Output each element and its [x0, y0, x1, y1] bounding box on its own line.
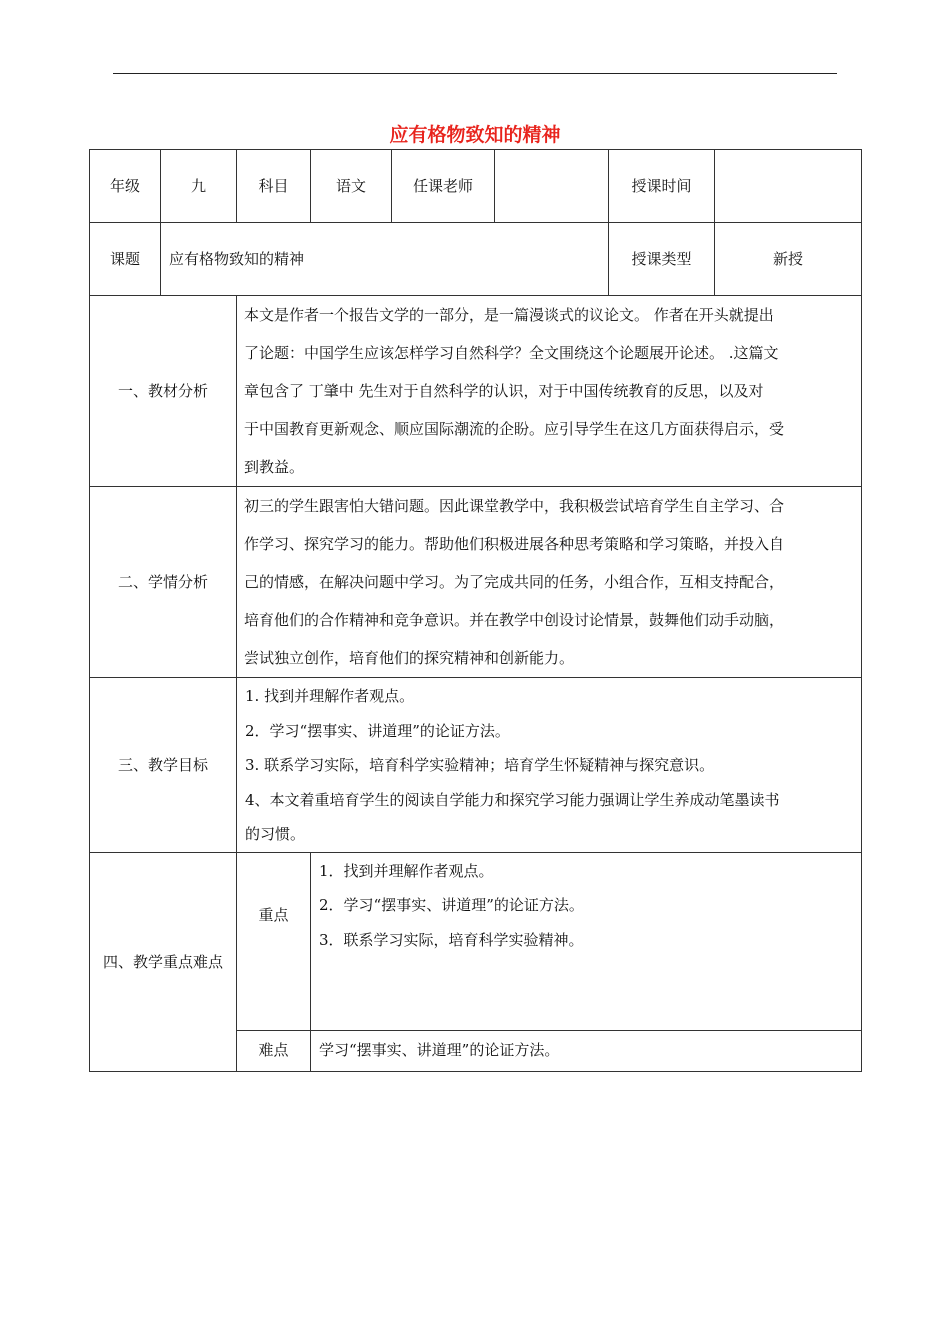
- lesson-plan-table: [89, 149, 862, 1072]
- textbook-analysis-line: 了论题：中国学生应该怎样学习自然科学？全文围绕这个论题展开论述。 .这篇文: [244, 344, 779, 362]
- focus-item: 2．学习“摆事实、讲道理”的论证方法。: [319, 896, 584, 914]
- student-analysis-content: [237, 487, 862, 678]
- student-analysis-line: 尝试独立创作，培育他们的探究精神和创新能力。: [244, 649, 575, 667]
- topic-value: 应有格物致知的精神: [161, 223, 609, 296]
- teacher-value: [495, 150, 609, 223]
- focus-content: [311, 852, 862, 1030]
- teacher-label: 任课老师: [392, 150, 495, 223]
- teaching-goals-content: [237, 678, 862, 853]
- grade-label: 年级: [90, 150, 161, 223]
- teaching-goal-item: 3. 联系学习实际，培育科学实验精神；培育学生怀疑精神与探究意识。: [245, 756, 715, 774]
- type-label: 授课类型: [609, 223, 715, 296]
- textbook-analysis-content: [237, 296, 862, 487]
- focus-item: 1．找到并理解作者观点。: [319, 861, 494, 880]
- student-analysis-line: 己的情感，在解决问题中学习。为了完成共同的任务，小组合作，互相支持配合，: [244, 573, 785, 591]
- teaching-goal-item: 的习惯。: [245, 825, 306, 843]
- key-points-row: [90, 852, 862, 1030]
- subject-label: 科目: [237, 150, 311, 223]
- subject-value: 语文: [311, 150, 392, 223]
- textbook-analysis-line: 于中国教育更新观念、顺应国际潮流的企盼。应引导学生在这几方面获得启示，受: [244, 420, 785, 438]
- document-title: 应有格物致知的精神: [389, 124, 561, 146]
- time-label: 授课时间: [609, 150, 715, 223]
- grade-value: 九: [161, 150, 237, 223]
- student-analysis-line: 初三的学生跟害怕大错问题。因此课堂教学中，我积极尝试培育学生自主学习、合: [244, 497, 785, 515]
- topic-label: 课题: [90, 223, 161, 296]
- teaching-goals-row: [90, 678, 862, 853]
- time-value: [715, 150, 862, 223]
- textbook-analysis-label: 一、教材分析: [90, 296, 237, 487]
- teaching-goal-item: 2．学习“摆事实、讲道理”的论证方法。: [245, 721, 510, 740]
- student-analysis-label: 二、学情分析: [90, 487, 237, 678]
- student-analysis-row: [90, 487, 862, 678]
- key-points-label: 四、教学重点难点: [90, 852, 237, 1071]
- textbook-analysis-row: [90, 296, 862, 487]
- difficulty-content: 学习“摆事实、讲道理”的论证方法。: [311, 1030, 862, 1071]
- teaching-goal-item: 4、本文着重培育学生的阅读自学能力和探究学习能力强调让学生养成动笔墨读书: [245, 790, 780, 809]
- student-analysis-line: 作学习、探究学习的能力。帮助他们积极进展各种思考策略和学习策略，并投入自: [244, 535, 785, 553]
- header-rule: [113, 73, 837, 74]
- teaching-goal-item: 1. 找到并理解作者观点。: [245, 687, 415, 705]
- student-analysis-line: 培育他们的合作精神和竞争意识。并在教学中创设讨论情景，鼓舞他们动手动脑，: [244, 611, 785, 629]
- textbook-analysis-line: 本文是作者一个报告文学的一部分，是一篇漫谈式的议论文。 作者在开头就提出: [244, 306, 774, 324]
- difficulty-label: 难点: [237, 1030, 311, 1071]
- textbook-analysis-line: 章包含了 丁肇中 先生对于自然科学的认识，对于中国传统教育的反思，以及对: [244, 382, 764, 400]
- focus-item: 3．联系学习实际，培育科学实验精神。: [319, 930, 584, 949]
- textbook-analysis-line: 到教益。: [244, 458, 305, 476]
- topic-row: [90, 223, 862, 296]
- focus-label: 重点: [237, 852, 311, 1030]
- type-value: 新授: [715, 223, 862, 296]
- teaching-goals-label: 三、教学目标: [90, 678, 237, 853]
- info-row: [90, 150, 862, 223]
